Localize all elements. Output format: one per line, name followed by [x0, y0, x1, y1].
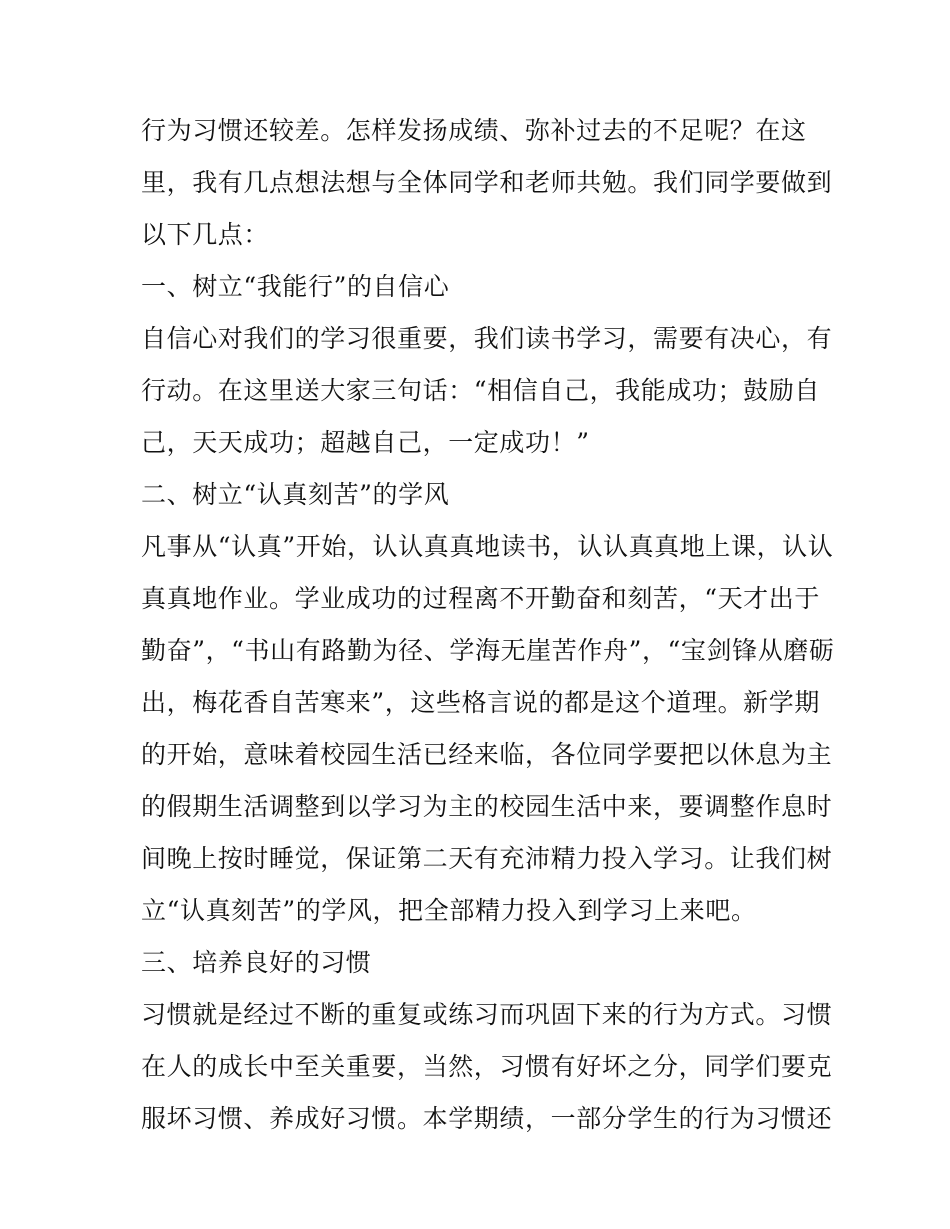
document-body	[141, 105, 835, 1145]
text-line: 勤奋”，“书山有路勤为径、学海无崖苦作舟”，“宝剑锋从磨砺	[141, 636, 835, 665]
section-heading-2: 二、树立“认真刻苦”的学风	[141, 480, 450, 509]
text-line: 的开始，意味着校园生活已经来临，各位同学要把以休息为主	[141, 740, 833, 769]
text-line: 己，天天成功；超越自己，一定成功！”	[141, 428, 590, 457]
text-line: 服坏习惯、养成好习惯。本学期绩，一部分学生的行为习惯还	[141, 1104, 833, 1133]
text-line: 出，梅花香自苦寒来”，这些格言说的都是这个道理。新学期	[141, 688, 820, 717]
text-line: 自信心对我们的学习很重要，我们读书学习，需要有决心，有	[141, 324, 833, 353]
text-line: 习惯就是经过不断的重复或练习而巩固下来的行为方式。习惯	[141, 1000, 833, 1029]
text-line: 间晚上按时睡觉，保证第二天有充沛精力投入学习。让我们树	[141, 844, 833, 873]
section-heading-1: 一、树立“我能行”的自信心	[141, 272, 450, 301]
text-line: 里，我有几点想法想与全体同学和老师共勉。我们同学要做到	[141, 168, 833, 197]
section-heading-3: 三、培养良好的习惯	[141, 948, 372, 977]
text-line: 在人的成长中至关重要，当然，习惯有好坏之分，同学们要克	[141, 1052, 833, 1081]
text-line: 凡事从“认真”开始，认认真真地读书，认认真真地上课，认认	[141, 532, 834, 561]
text-line: 立“认真刻苦”的学风，把全部精力投入到学习上来吧。	[141, 896, 757, 925]
text-line: 真真地作业。学业成功的过程离不开勤奋和刻苦，“天才出于	[141, 584, 820, 613]
text-line: 的假期生活调整到以学习为主的校园生活中来，要调整作息时	[141, 792, 833, 821]
text-line: 行为习惯还较差。怎样发扬成绩、弥补过去的不足呢？在这	[141, 116, 807, 145]
text-line: 以下几点：	[141, 220, 270, 249]
text-line: 行动。在这里送大家三句话：“相信自己，我能成功；鼓励自	[141, 376, 820, 405]
